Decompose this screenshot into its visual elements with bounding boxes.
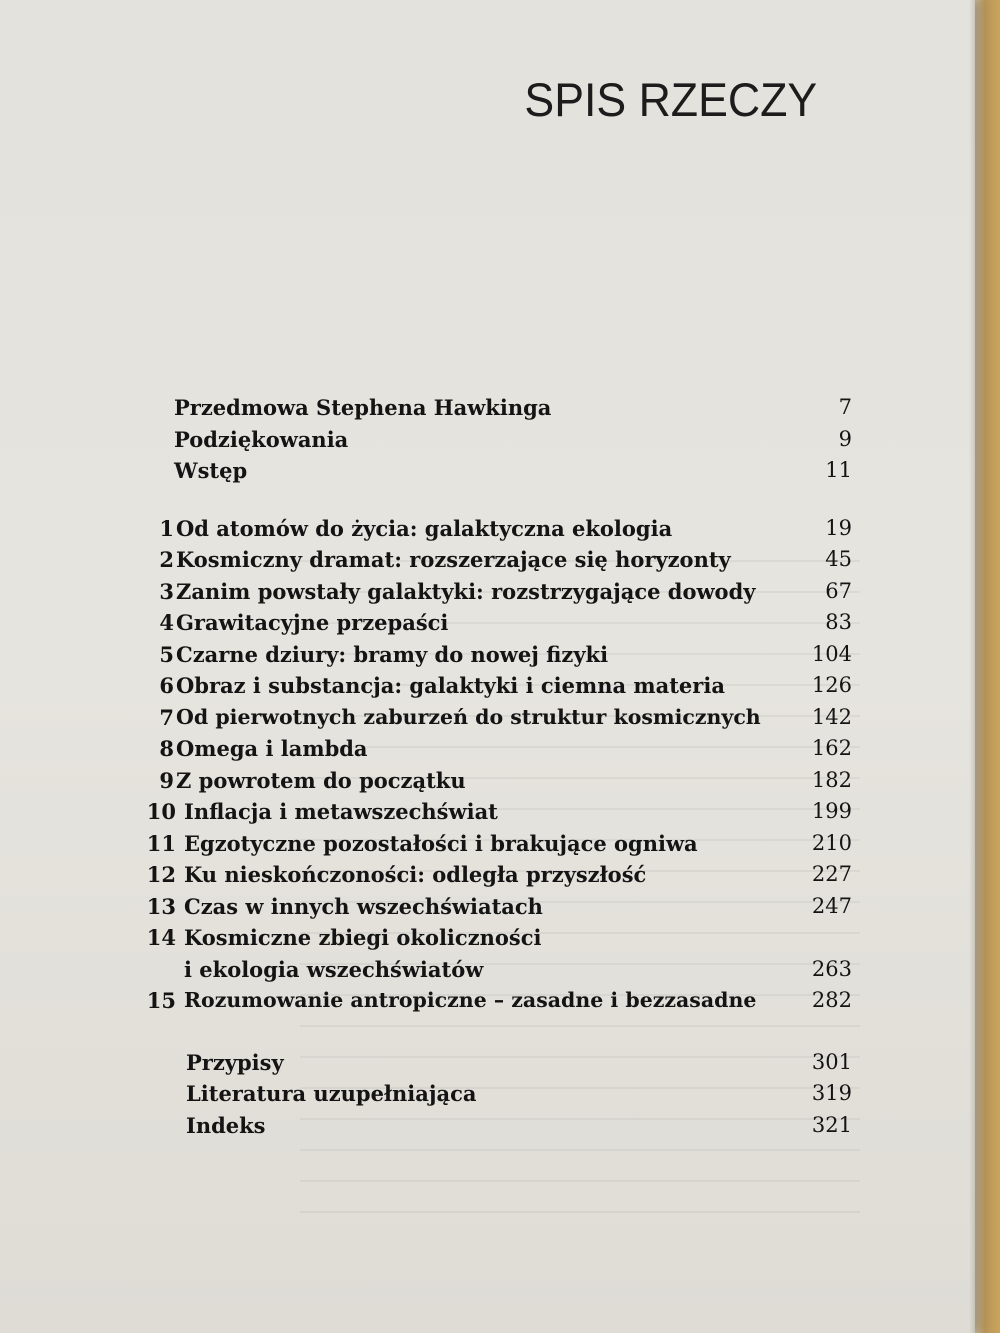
chapter-number: 11 <box>146 830 176 856</box>
chapter-number: 4 <box>159 610 174 635</box>
chapter-number: 13 <box>146 893 176 919</box>
toc-page-number: 210 <box>811 830 852 855</box>
toc-chapter <box>140 828 856 860</box>
toc-chapter <box>140 576 856 608</box>
toc-page-number: 11 <box>825 458 852 482</box>
chapter-number: 2 <box>159 547 174 572</box>
toc-page-number: 282 <box>811 988 852 1012</box>
toc-entry-label: Indeks <box>186 1112 266 1138</box>
table-of-contents <box>140 392 856 1141</box>
toc-entry-acknowledgements <box>140 424 856 456</box>
chapter-number: 3 <box>159 578 174 604</box>
toc-page-number: 142 <box>811 704 852 729</box>
chapter-title: Obraz i substancja: galaktyki i ciemna materia <box>176 673 725 698</box>
toc-entry-index <box>140 1110 856 1142</box>
toc-chapter-continuation <box>140 954 856 986</box>
toc-page-number: 126 <box>811 673 852 697</box>
toc-entry-notes <box>140 1047 856 1079</box>
chapter-number: 14 <box>146 925 176 950</box>
chapter-number: 1 <box>159 515 174 541</box>
chapter-title: Od atomów do życia: galaktyczna ekologia <box>176 515 673 541</box>
chapter-title: Od pierwotnych zaburzeń do struktur kosmicznych <box>176 704 761 729</box>
chapter-title: Ku nieskończoności: odległa przyszłość <box>184 862 647 887</box>
toc-page-number: 199 <box>811 799 852 823</box>
chapter-number: 7 <box>159 704 174 730</box>
toc-page-number: 162 <box>811 736 852 760</box>
chapter-title: Kosmiczny dramat: rozszerzające się horyzonty <box>176 547 731 572</box>
toc-entry-label: Podziękowania <box>174 426 349 452</box>
toc-chapter <box>140 891 856 923</box>
toc-page-number: 67 <box>825 578 852 603</box>
page-title: SPIS RZECZY <box>524 73 817 126</box>
toc-page-number: 19 <box>825 515 852 540</box>
toc-chapter <box>140 513 856 545</box>
toc-page-number: 319 <box>811 1081 852 1105</box>
chapter-number: 9 <box>159 767 174 793</box>
toc-entry-label: Przypisy <box>186 1049 284 1075</box>
toc-chapter <box>140 733 856 765</box>
toc-chapter <box>140 670 856 702</box>
toc-chapter <box>140 607 856 639</box>
toc-chapter <box>140 544 856 576</box>
toc-chapter <box>140 922 856 954</box>
toc-entry-preface <box>140 392 856 424</box>
toc-entry-label: Przedmowa Stephena Hawkinga <box>174 395 552 420</box>
toc-entry-label: Literatura uzupełniająca <box>186 1081 477 1106</box>
chapter-title: Grawitacyjne przepaści <box>176 610 449 635</box>
chapter-number: 10 <box>146 799 176 824</box>
toc-chapter <box>140 765 856 797</box>
chapter-number: 6 <box>159 673 174 698</box>
toc-page-number: 301 <box>811 1049 852 1074</box>
toc-chapter <box>140 985 856 1017</box>
chapter-title: Z powrotem do początku <box>176 767 466 793</box>
chapter-title: Inflacja i metawszechświat <box>184 799 498 824</box>
chapter-title: i ekologia wszechświatów <box>184 956 484 982</box>
chapter-title: Czas w innych wszechświatach <box>184 893 543 919</box>
section-gap <box>140 487 856 513</box>
toc-chapter <box>140 702 856 734</box>
chapter-number: 15 <box>146 988 176 1013</box>
toc-chapter <box>140 859 856 891</box>
toc-page-number: 45 <box>825 547 852 571</box>
toc-entry-further-reading <box>140 1078 856 1110</box>
toc-entry-introduction <box>140 455 856 487</box>
section-gap <box>140 1017 856 1047</box>
chapter-title: Zanim powstały galaktyki: rozstrzygające dowody <box>176 578 756 604</box>
toc-page-number: 247 <box>811 893 852 918</box>
chapter-number: 8 <box>159 736 174 761</box>
toc-page-number: 9 <box>838 426 852 451</box>
toc-page-number: 321 <box>811 1112 852 1137</box>
toc-page-number: 263 <box>811 956 852 981</box>
toc-page-number: 104 <box>811 641 852 666</box>
chapter-title: Kosmiczne zbiegi okoliczności <box>184 925 542 950</box>
chapter-number: 12 <box>146 862 176 887</box>
page-edge-shadow <box>969 0 975 1333</box>
toc-page-number: 227 <box>811 862 852 886</box>
chapter-title: Rozumowanie antropiczne – zasadne i bezzasadne <box>184 988 757 1012</box>
chapter-title: Czarne dziury: bramy do nowej fizyki <box>176 641 609 667</box>
toc-chapter <box>140 639 856 671</box>
toc-page-number: 83 <box>825 610 852 634</box>
chapter-title: Egzotyczne pozostałości i brakujące ogniwa <box>184 830 698 856</box>
toc-chapter <box>140 796 856 828</box>
toc-page-number: 7 <box>838 395 852 419</box>
toc-page-number: 182 <box>811 767 852 792</box>
toc-entry-label: Wstęp <box>174 458 248 483</box>
chapter-number: 5 <box>159 641 174 667</box>
chapter-title: Omega i lambda <box>176 736 368 761</box>
